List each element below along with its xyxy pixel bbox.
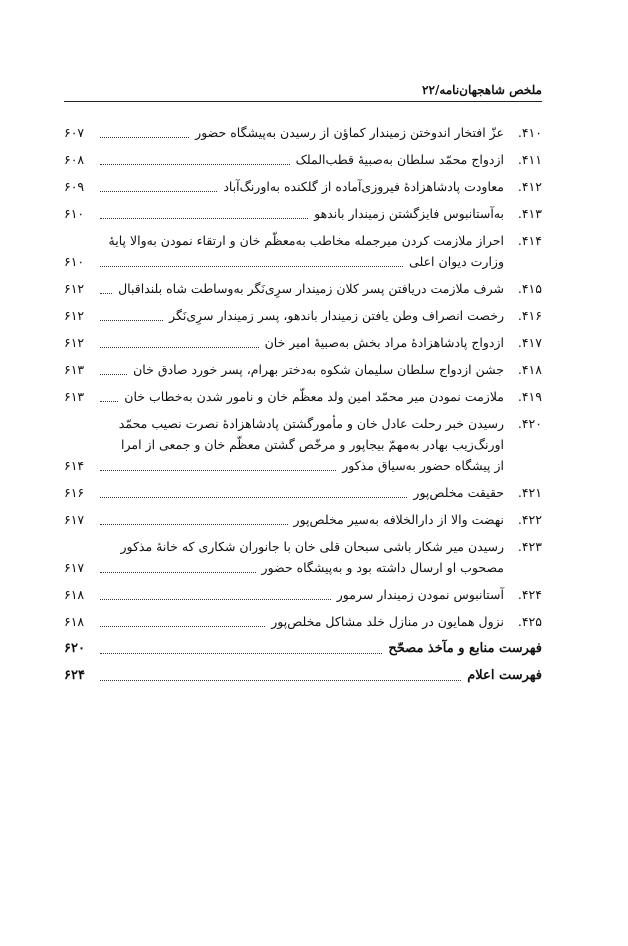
toc-entry xyxy=(64,203,542,224)
entry-title: وزارت دیوان اعلی xyxy=(409,254,504,269)
entry-number: ۴۱۶. xyxy=(517,308,542,323)
page-number: ۶۱۷ xyxy=(64,560,85,575)
page-number: ۶۱۲ xyxy=(64,281,85,296)
header-rule xyxy=(64,101,542,102)
entry-title: مصحوب او ارسال داشته بود و به‌پیشگاه حضور xyxy=(261,560,504,575)
entry-number: ۴۲۲. xyxy=(517,512,542,527)
toc-entry xyxy=(64,149,542,170)
page-number: ۶۱۸ xyxy=(64,614,85,629)
dot-leader xyxy=(100,571,256,573)
dot-leader xyxy=(100,346,259,348)
entry-title: از پیشگاه حضور به‌سیاق مذکور xyxy=(342,458,504,473)
page-number: ۶۰۷ xyxy=(64,125,85,140)
toc-entry xyxy=(64,176,542,197)
dot-leader xyxy=(100,523,288,525)
toc-line xyxy=(64,149,542,170)
entry-number: ۴۲۰. xyxy=(517,416,542,431)
page-number: ۶۱۰ xyxy=(64,206,85,221)
entry-title: شرف ملازمت دریافتن پسر کلان زمیندار سرِی‌نَگر به‌وساطت شاه بلنداقبال xyxy=(118,281,504,296)
entry-title: اورنگ‌زیب بهادر به‌مهمّ بیجاپور و مرخّص گشتن معظّم خان و جمعی از امرا xyxy=(121,437,504,452)
dot-leader xyxy=(100,136,189,138)
toc-entry xyxy=(64,509,542,530)
page-number: ۶۰۹ xyxy=(64,179,85,194)
toc-line xyxy=(64,359,542,380)
dot-leader xyxy=(100,217,308,219)
toc-line xyxy=(64,176,542,197)
table-of-contents xyxy=(64,122,542,692)
page-number: ۶۱۳ xyxy=(64,389,85,404)
entry-number: ۴۱۱. xyxy=(517,152,542,167)
toc-entry xyxy=(64,230,542,272)
toc-line xyxy=(64,413,542,434)
entry-number: ۴۲۵. xyxy=(517,614,542,629)
page-number: ۶۲۰ xyxy=(64,641,85,656)
toc-entry xyxy=(64,611,542,632)
toc-line xyxy=(64,305,542,326)
entry-number: ۴۲۳. xyxy=(517,539,542,554)
toc-entry xyxy=(64,386,542,407)
toc-line xyxy=(64,434,542,455)
page-number: ۶۲۴ xyxy=(64,668,85,683)
entry-title: نزول همایون در منازل خلد مشاکل مخلص‌پور xyxy=(271,614,504,629)
toc-line xyxy=(64,122,542,143)
page-number: ۶۱۰ xyxy=(64,254,85,269)
page-number: ۶۱۲ xyxy=(64,308,85,323)
entry-title: رخصت انصراف وطن یافتن زمیندار باندهو، پسر زمیندار سرِی‌نَگر xyxy=(169,308,504,323)
page-number: ۶۱۲ xyxy=(64,335,85,350)
dot-leader xyxy=(100,469,336,471)
dot-leader xyxy=(100,265,403,267)
entry-title: معاودت پادشاهزادهٔ فیروزی‌آماده از گلکنده به‌اورنگ‌آباد xyxy=(223,179,504,194)
dot-leader xyxy=(100,400,118,402)
entry-title: رسیدن خبر رحلت عادل خان و مأمورگشتن پادشاهزادهٔ نصرت نصیب محمّد xyxy=(118,416,504,431)
page-number: ۶۱۳ xyxy=(64,362,85,377)
toc-entry xyxy=(64,278,542,299)
entry-number: ۴۱۵. xyxy=(517,281,542,296)
entry-number: ۴۱۴. xyxy=(517,233,542,248)
entry-title: ملازمت نمودن میر محمّد امین ولد معظّم خان و نامور شدن به‌خطاب خان xyxy=(124,389,504,404)
toc-entry xyxy=(64,305,542,326)
dot-leader xyxy=(100,598,331,600)
toc-line xyxy=(64,386,542,407)
toc-entry xyxy=(64,536,542,578)
dot-leader xyxy=(100,319,163,321)
page-number: ۶۰۸ xyxy=(64,152,85,167)
entry-title: ازدواج پادشاهزادهٔ مراد بخش به‌صبیهٔ امیر خان xyxy=(264,335,504,350)
entry-title: عزّ افتخار اندوختن زمیندار کماؤن از رسیدن به‌پیشگاه حضور xyxy=(195,125,504,140)
dot-leader xyxy=(100,625,265,627)
dot-leader xyxy=(100,679,461,681)
entry-title: احراز ملازمت کردن میرجمله مخاطب به‌معظّم خان و ارتقاء نمودن به‌والا پایهٔ xyxy=(108,233,504,248)
entry-number: ۴۱۷. xyxy=(517,335,542,350)
toc-line xyxy=(64,455,542,476)
page-number: ۶۱۷ xyxy=(64,512,85,527)
toc-entry xyxy=(64,413,542,476)
dot-leader xyxy=(100,163,290,165)
entry-title: رسیدن میر شکار باشی سبحان قلی خان با جانوران شکاری که خانهٔ مذکور xyxy=(120,539,504,554)
page-number: ۶۱۶ xyxy=(64,485,85,500)
page-number: ۶۱۴ xyxy=(64,458,85,473)
toc-line xyxy=(64,332,542,353)
toc-entry xyxy=(64,584,542,605)
entry-title: ازدواج محمّد سلطان به‌صبیهٔ قطب‌الملک xyxy=(295,152,504,167)
dot-leader xyxy=(100,496,407,498)
toc-line xyxy=(64,584,542,605)
toc-line xyxy=(64,482,542,503)
entry-title: آستانبوس نمودن زمیندار سرمور xyxy=(336,587,504,602)
toc-line xyxy=(64,203,542,224)
entry-title: فهرست منابع و مآخذ مصحّح xyxy=(388,641,542,656)
toc-line xyxy=(64,665,542,686)
page-number: ۶۱۸ xyxy=(64,587,85,602)
toc-line xyxy=(64,638,542,659)
entry-title: جشن ازدواج سلطان سلیمان شکوه به‌دختر بهرام، پسر خورد صادق خان xyxy=(133,362,504,377)
entry-number: ۴۱۸. xyxy=(517,362,542,377)
entry-number: ۴۲۴. xyxy=(517,587,542,602)
entry-title: حقیقت مخلص‌پور xyxy=(413,485,504,500)
entry-title: به‌آستانبوس فایزگشتن زمیندار باندهو xyxy=(314,206,504,221)
entry-number: ۴۱۹. xyxy=(517,389,542,404)
toc-line xyxy=(64,536,542,557)
toc-line xyxy=(64,509,542,530)
toc-entry xyxy=(64,359,542,380)
entry-title: نهضت والا از دارالخلافه به‌سیر مخلص‌پور xyxy=(293,512,504,527)
entry-number: ۴۱۲. xyxy=(517,179,542,194)
dot-leader xyxy=(100,652,382,654)
toc-entry xyxy=(64,638,542,659)
dot-leader xyxy=(100,373,127,375)
toc-entry xyxy=(64,482,542,503)
entry-title: فهرست اعلام xyxy=(467,668,542,683)
running-header: ملخص شاهجهان‌نامه/۲۲ xyxy=(422,83,542,97)
entry-number: ۴۱۳. xyxy=(517,206,542,221)
toc-entry xyxy=(64,332,542,353)
toc-line xyxy=(64,611,542,632)
toc-line xyxy=(64,278,542,299)
toc-entry xyxy=(64,122,542,143)
entry-number: ۴۲۱. xyxy=(517,485,542,500)
dot-leader xyxy=(100,292,112,294)
dot-leader xyxy=(100,190,217,192)
toc-line xyxy=(64,230,542,251)
entry-number: ۴۱۰. xyxy=(517,125,542,140)
toc-line xyxy=(64,251,542,272)
toc-entry xyxy=(64,665,542,686)
toc-line xyxy=(64,557,542,578)
